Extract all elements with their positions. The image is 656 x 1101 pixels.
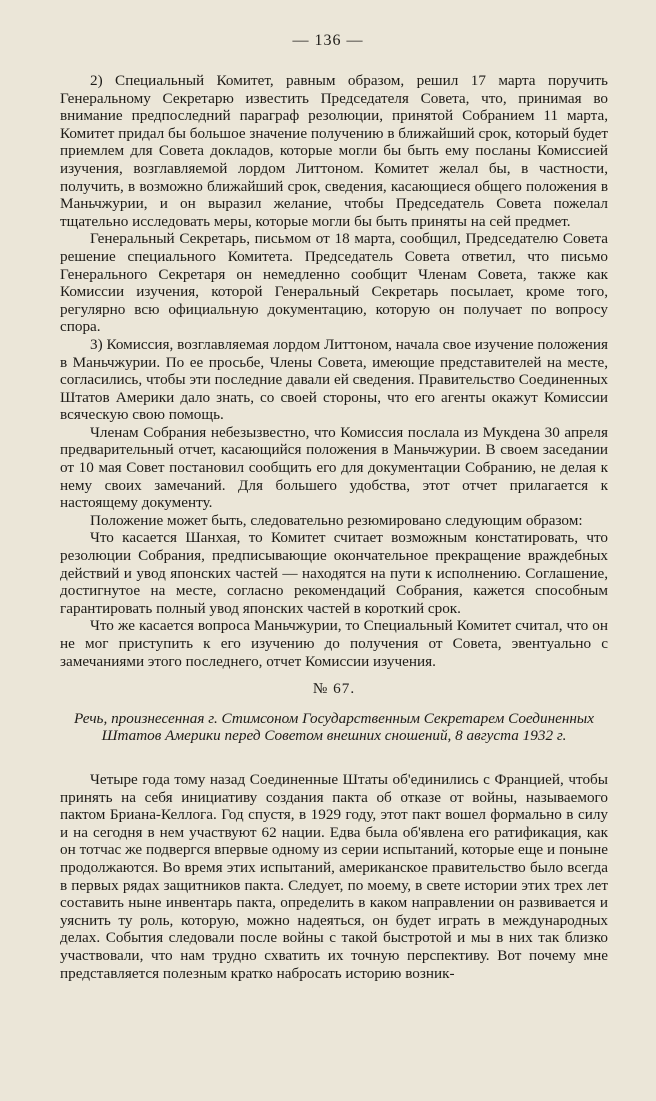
paragraph: Положение может быть, следовательно резюмировано следующим образом:	[90, 511, 583, 529]
paragraph: Что же касается вопроса Маньчжурии, то Специальный Комитет считал, что он не мог приступить к его изучению до получения от Совета, эвентуально с замечаниями этого последнего, отчет Комиссии изучения.	[60, 617, 608, 670]
document-body	[60, 72, 608, 982]
paragraph: 2) Специальный Комитет, равным образом, решил 17 марта поручить Генеральному Секретарю известить Председателя Совета, что, принимая во внимание предпоследний параграф резолюции, принятой Собранием 11 марта, Комитет придал бы большое значение получению в ближайший срок, который будет приемлем для Совета докладов, которые могли бы быть ему посланы Комиссией изучения, возглавляемой лордом Литтоном. Комитет желал бы, в частности, получить, в возможно ближайший срок, сведения, касающиеся общего положения в Маньчжурии, и он выразил желание, чтобы Председатель Совета пожелал тщательно исследовать меры, которые могли бы быть приняты на сей предмет.	[60, 72, 608, 230]
paragraph: Членам Собрания небезызвестно, что Комиссия послала из Мукдена 30 апреля предварительный отчет, касающийся положения в Маньчжурии. В своем заседании от 10 мая Совет постановил сообщить его для документации Собранию, не делая к нему своих замечаний. Для большего удобства, этот отчет прилагается к настоящему документу.	[60, 423, 608, 512]
section-heading: № 67.	[312, 680, 356, 698]
paragraph: Генеральный Секретарь, письмом от 18 марта, сообщил, Председателю Совета решение специального Комитета. Председатель Совета ответил, что письмо Генерального Секретаря он немедленно сообщит Членам Совета, также как Комиссии изучения, которой Генеральный Секретарь посылает, кроме того, регулярно всю официальную документацию, которую он получает по вопросу спора.	[60, 230, 608, 336]
paragraph: 3) Комиссия, возглавляемая лордом Литтоном, начала свое изучение положения в Маньчжурии. По ее просьбе, Члены Совета, имеющие представителей на месте, согласились, чтобы эти последние давали ей сведения. Правительство Соединенных Штатов Америки дало знать, со своей стороны, что его агенты окажут Комиссии всяческую свою помощь.	[60, 335, 608, 424]
paragraph: Что касается Шанхая, то Комитет считает возможным констатировать, что резолюции Собрания, предписывающие окончательное прекращение враждебных действий и увод японских частей — находятся на пути к исполнению. Соглашение, достигнутое на месте, согласно рекомендаций Собрания, кажется способным гарантировать полный увод японских частей в короткий срок.	[60, 529, 608, 617]
speech-paragraph: Четыре года тому назад Соединенные Штаты об'единились с Францией, чтобы принять на себя инициативу создания пакта об отказе от войны, называемого пактом Бриана-Келлога. Год спустя, в 1929 году, этот пакт вошел формально в силу и на сегодня в нем участвуют 62 нации. Едва была об'явлена его ратификация, как он тотчас же подвергся впервые одному из серии испытаний, которые еще и поныне продолжаются. Во время этих испытаний, американское правительство было всегда в первых рядах защитников пакта. Следует, по моему, в свете истории этих трех лет составить ныне инвентарь пакта, определить в каком направлении он развивается и уяснить ту роль, которую, можно надеяться, он будет играть в международных делах. События следовали после войны с такой быстротой и мы в них так близко участвовали, что нам трудно схватить их точную перспективу. Вот почему мне представляется полезным кратко набросать историю возник-	[60, 770, 608, 982]
page-number: — 136 —	[292, 32, 364, 49]
speech-title: Речь, произнесенная г. Стимсоном Государственным Секретарем Соединенных Штатов Америки перед Советом внешних сношений, 8 августа 1932 г.	[74, 709, 594, 745]
